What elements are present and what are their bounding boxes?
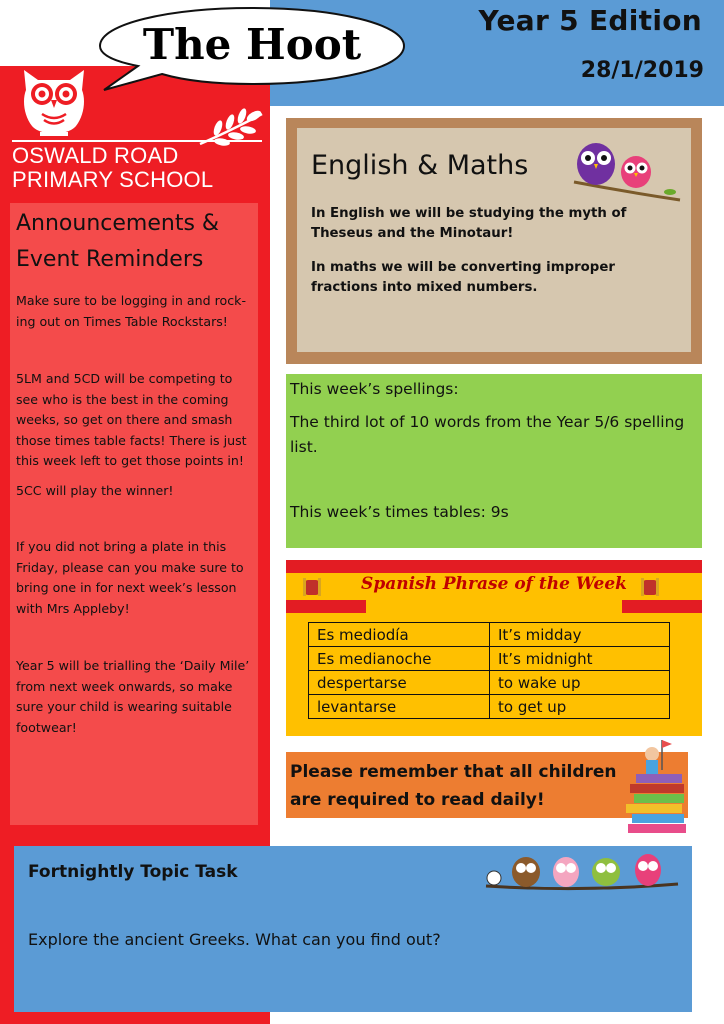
announcements-heading: Announcements & Event Reminders [16, 211, 220, 272]
school-name-line-1: OSWALD ROAD [12, 143, 179, 168]
table-row [309, 695, 670, 719]
logo-divider [12, 140, 262, 142]
english-meaning: to wake up [490, 671, 670, 695]
announcement-paragraph: 5LM and 5CD will be competing to see who is the best in the coming weeks, so get on there and smash those times table facts! There is just this week left to get those points in! [16, 371, 247, 468]
owl-logo-icon [18, 66, 90, 140]
owl-row-icon [482, 850, 682, 896]
table-row [309, 647, 670, 671]
english-meaning: It’s midday [490, 623, 670, 647]
issue-date: 28/1/2019 [580, 58, 704, 83]
school-name-line-2: PRIMARY SCHOOL [12, 167, 214, 192]
olive-branch-icon [198, 108, 264, 150]
books-stack-icon [622, 736, 692, 836]
spanish-phrase: Es medianoche [309, 647, 490, 671]
newsletter-title: The Hoot [142, 20, 362, 69]
spanish-crest-icon [638, 576, 662, 598]
spanish-heading: Spanish Phrase of the Week [361, 574, 627, 594]
spellings-panel [286, 374, 702, 548]
maths-text: In maths we will be converting improper fractions into mixed numbers. [311, 260, 615, 295]
table-row [309, 671, 670, 695]
announcement-paragraph: If you did not bring a plate in this Friday, please can you make sure to bring one in for next week’s lesson with Mrs Appleby! [16, 539, 244, 616]
announcement-paragraph: Year 5 will be trialling the ‘Daily Mile’ from next week onwards, so make sure your child is wearing suitable footwear! [16, 658, 250, 735]
spanish-crest-icon [300, 576, 324, 598]
announcement-paragraph: Make sure to be logging in and rock-ing out on Times Table Rockstars! [16, 293, 246, 329]
owls-on-branch-icon [572, 136, 682, 206]
spanish-phrase: despertarse [309, 671, 490, 695]
topic-task-heading: Fortnightly Topic Task [28, 862, 238, 882]
english-meaning: to get up [490, 695, 670, 719]
spanish-phrase: levantarse [309, 695, 490, 719]
topic-task-text: Explore the ancient Greeks. What can you find out? [28, 930, 441, 949]
spanish-phrase: Es mediodía [309, 623, 490, 647]
english-text: In English we will be studying the myth of Theseus and the Minotaur! [311, 206, 627, 241]
times-tables-text: This week’s times tables: 9s [290, 503, 509, 521]
flag-stripe-left [286, 600, 366, 613]
english-maths-heading: English & Maths [311, 150, 529, 181]
announcement-paragraph: 5CC will play the winner! [16, 483, 174, 498]
english-meaning: It’s midnight [490, 647, 670, 671]
flag-stripe-right [622, 600, 702, 613]
spellings-detail: The third lot of 10 words from the Year 5/6 spelling list. [290, 413, 685, 456]
spellings-heading: This week’s spellings: [290, 380, 459, 398]
table-row [309, 623, 670, 647]
spanish-vocab-table [308, 622, 670, 719]
flag-stripe-top [286, 560, 702, 573]
edition-label: Year 5 Edition [478, 4, 702, 37]
reading-reminder-text: Please remember that all children are required to read daily! [290, 762, 617, 810]
